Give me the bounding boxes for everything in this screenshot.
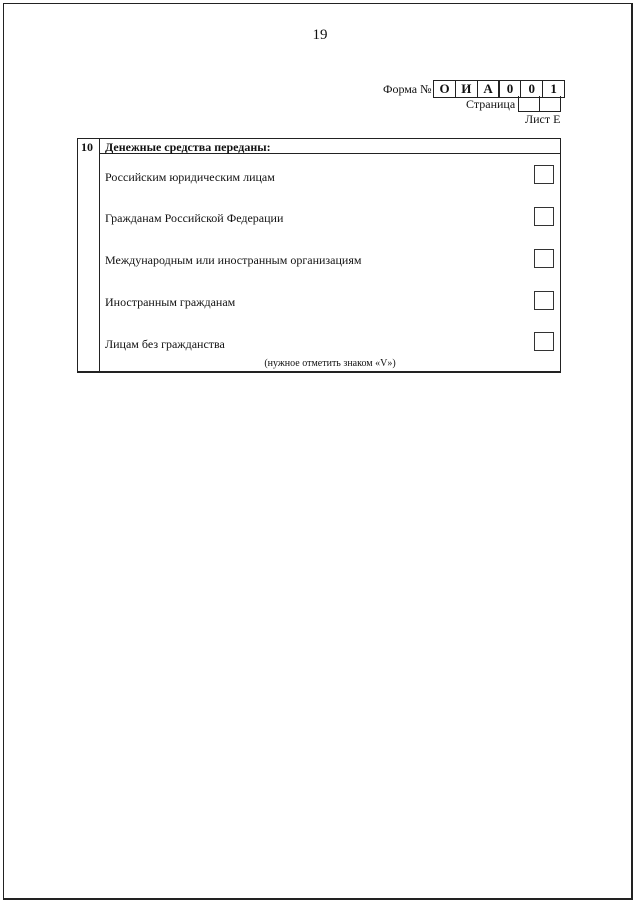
sheet-label: Лист Е bbox=[525, 112, 561, 126]
section-number-column bbox=[78, 139, 100, 371]
page-number: 19 bbox=[312, 27, 328, 43]
option-label-foreign-citizens: Иностранным гражданам bbox=[105, 295, 236, 309]
checkbox-stateless-persons[interactable] bbox=[534, 332, 554, 351]
page-field-label: Страница bbox=[466, 97, 516, 111]
checkbox-foreign-citizens[interactable] bbox=[534, 291, 554, 310]
checkbox-russian-legal-entities[interactable] bbox=[534, 165, 554, 184]
checkbox-international-organizations[interactable] bbox=[534, 249, 554, 268]
checkbox-russian-citizens[interactable] bbox=[534, 207, 554, 226]
section-title: Денежные средства переданы: bbox=[105, 140, 271, 154]
option-label-stateless-persons: Лицам без гражданства bbox=[105, 337, 225, 351]
form-code-char: А bbox=[477, 80, 500, 98]
form-code-char: 0 bbox=[498, 80, 521, 98]
page-digit-box[interactable] bbox=[518, 96, 540, 112]
section-number: 10 bbox=[81, 140, 93, 154]
option-label-russian-legal-entities: Российским юридическим лицам bbox=[105, 170, 275, 184]
instruction-note: (нужное отметить знаком «V») bbox=[264, 358, 396, 369]
option-label-international-organizations: Международным или иностранным организациям bbox=[105, 253, 362, 267]
form-code-char: 0 bbox=[520, 80, 543, 98]
form-code-char: И bbox=[455, 80, 478, 98]
form-code-char: 1 bbox=[542, 80, 565, 98]
option-label-russian-citizens: Гражданам Российской Федерации bbox=[105, 211, 284, 225]
page-number-field[interactable] bbox=[518, 96, 561, 112]
form-number-label: Форма № bbox=[383, 82, 432, 96]
form-code-char: О bbox=[433, 80, 456, 98]
page-digit-box[interactable] bbox=[539, 96, 561, 112]
section-header bbox=[100, 139, 560, 154]
section-funds-transferred bbox=[77, 138, 561, 373]
